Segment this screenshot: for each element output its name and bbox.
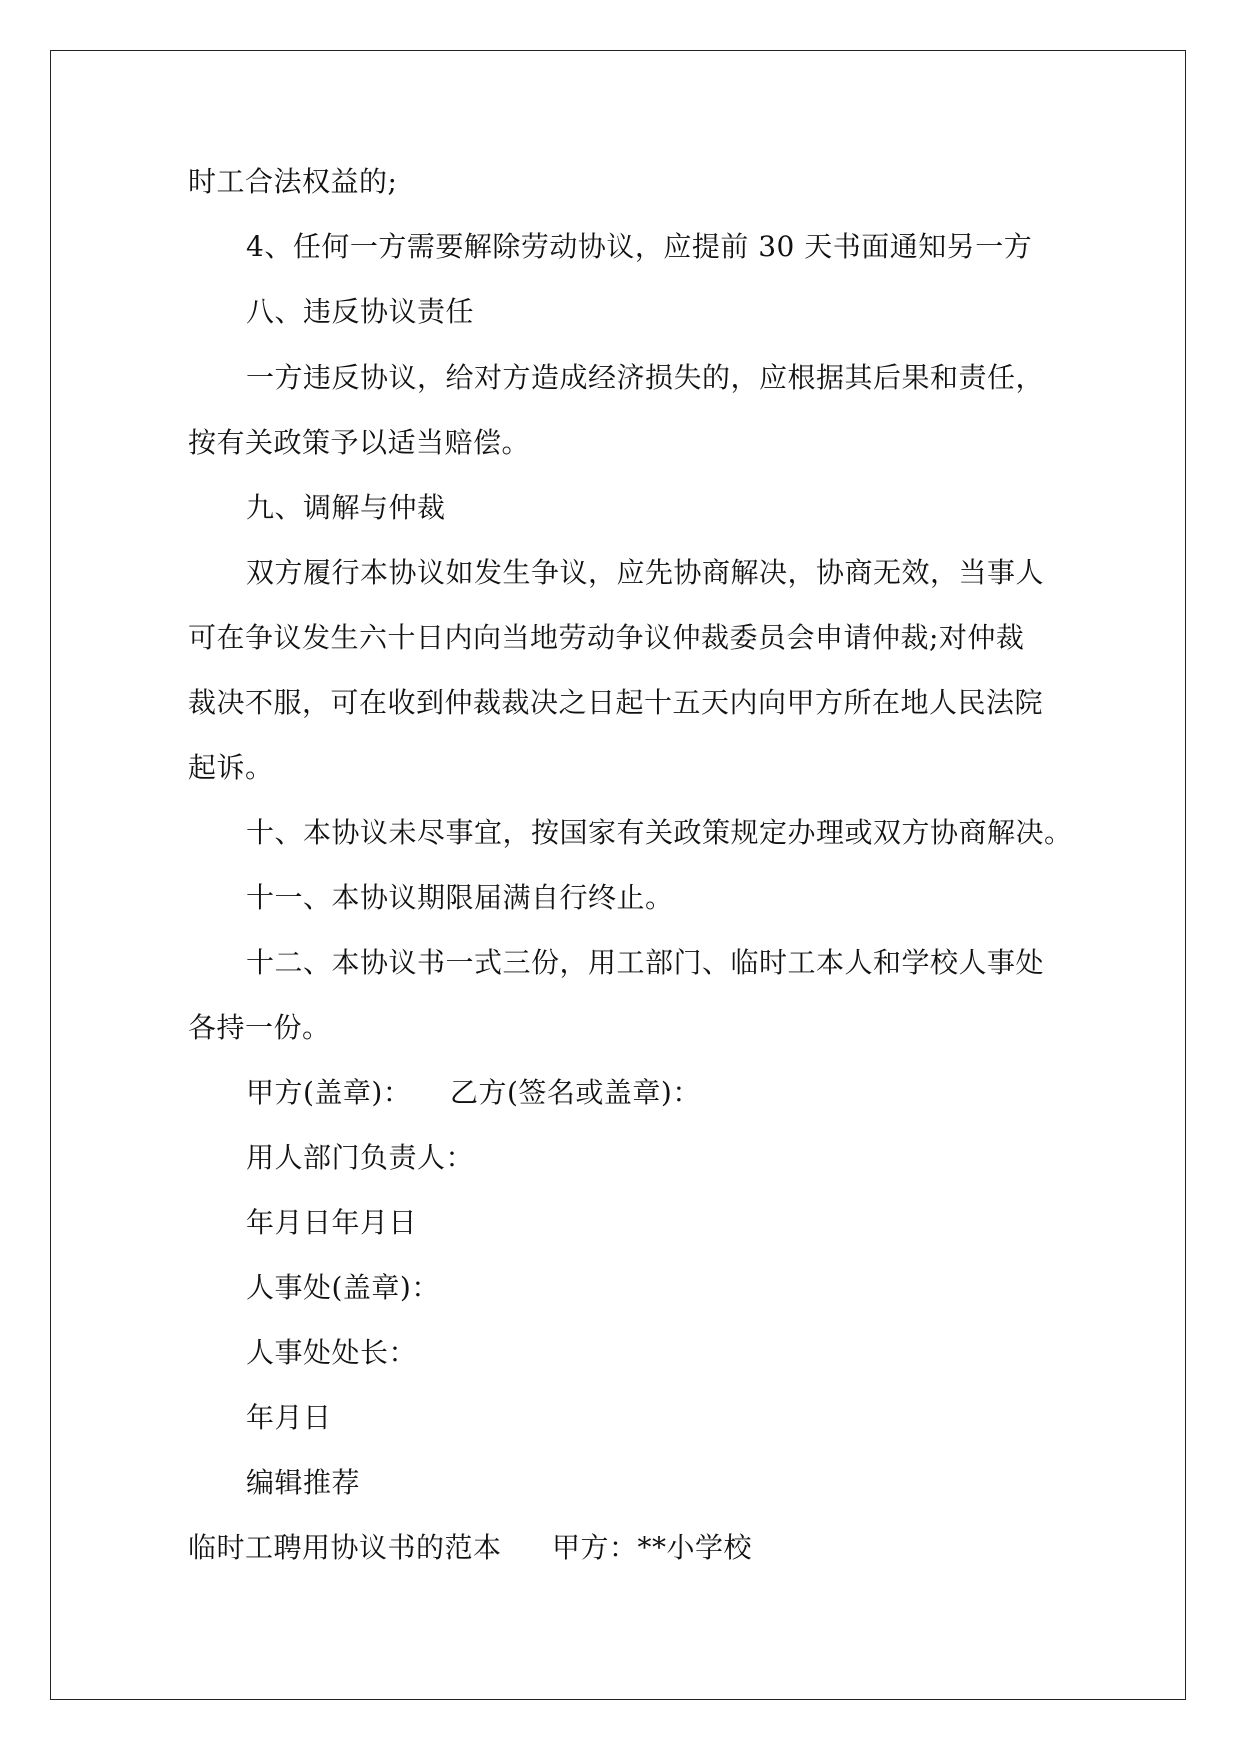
text-line: 十、本协议未尽事宜，按国家有关政策规定办理或双方协商解决。 bbox=[246, 816, 1073, 849]
text-line: 双方履行本协议如发生争议，应先协商解决，协商无效，当事人 bbox=[246, 556, 1045, 589]
section-heading: 九、调解与仲裁 bbox=[246, 491, 446, 524]
date-line: 年月日年月日 bbox=[246, 1206, 418, 1239]
hr-director-label: 人事处处长： bbox=[246, 1336, 418, 1369]
text-line: 各持一份。 bbox=[188, 1011, 331, 1044]
recommended-title: 临时工聘用协议书的范本 bbox=[188, 1531, 502, 1564]
text-line: 按有关政策予以适当赔偿。 bbox=[188, 426, 531, 459]
text-line: 裁决不服，可在收到仲裁裁决之日起十五天内向甲方所在地人民法院 bbox=[188, 686, 1044, 719]
text-line: 一方违反协议，给对方造成经济损失的，应根据其后果和责任， bbox=[246, 361, 1045, 394]
text-line: 可在争议发生六十日内向当地劳动争议仲裁委员会申请仲裁;对仲裁 bbox=[188, 621, 1025, 654]
party-b-signature-label: 乙方(签名或盖章)： bbox=[450, 1076, 701, 1109]
text-line: 起诉。 bbox=[188, 751, 274, 784]
text-line: 时工合法权益的; bbox=[188, 165, 398, 198]
text-line: 十二、本协议书一式三份，用工部门、临时工本人和学校人事处 bbox=[246, 946, 1045, 979]
party-a-seal-label: 甲方(盖章)： bbox=[246, 1076, 412, 1109]
section-heading: 八、违反协议责任 bbox=[246, 295, 475, 328]
date-line: 年月日 bbox=[246, 1401, 332, 1434]
page-border bbox=[50, 50, 1186, 1700]
text-line: 十一、本协议期限届满自行终止。 bbox=[246, 881, 674, 914]
editor-recommend-heading: 编辑推荐 bbox=[246, 1466, 361, 1499]
text-line: 4、任何一方需要解除劳动协议，应提前 30 天书面通知另一方 bbox=[246, 230, 1033, 263]
hr-seal-label: 人事处(盖章)： bbox=[246, 1271, 440, 1304]
party-a-name: 甲方：**小学校 bbox=[552, 1531, 753, 1564]
department-head-label: 用人部门负责人： bbox=[246, 1141, 475, 1174]
